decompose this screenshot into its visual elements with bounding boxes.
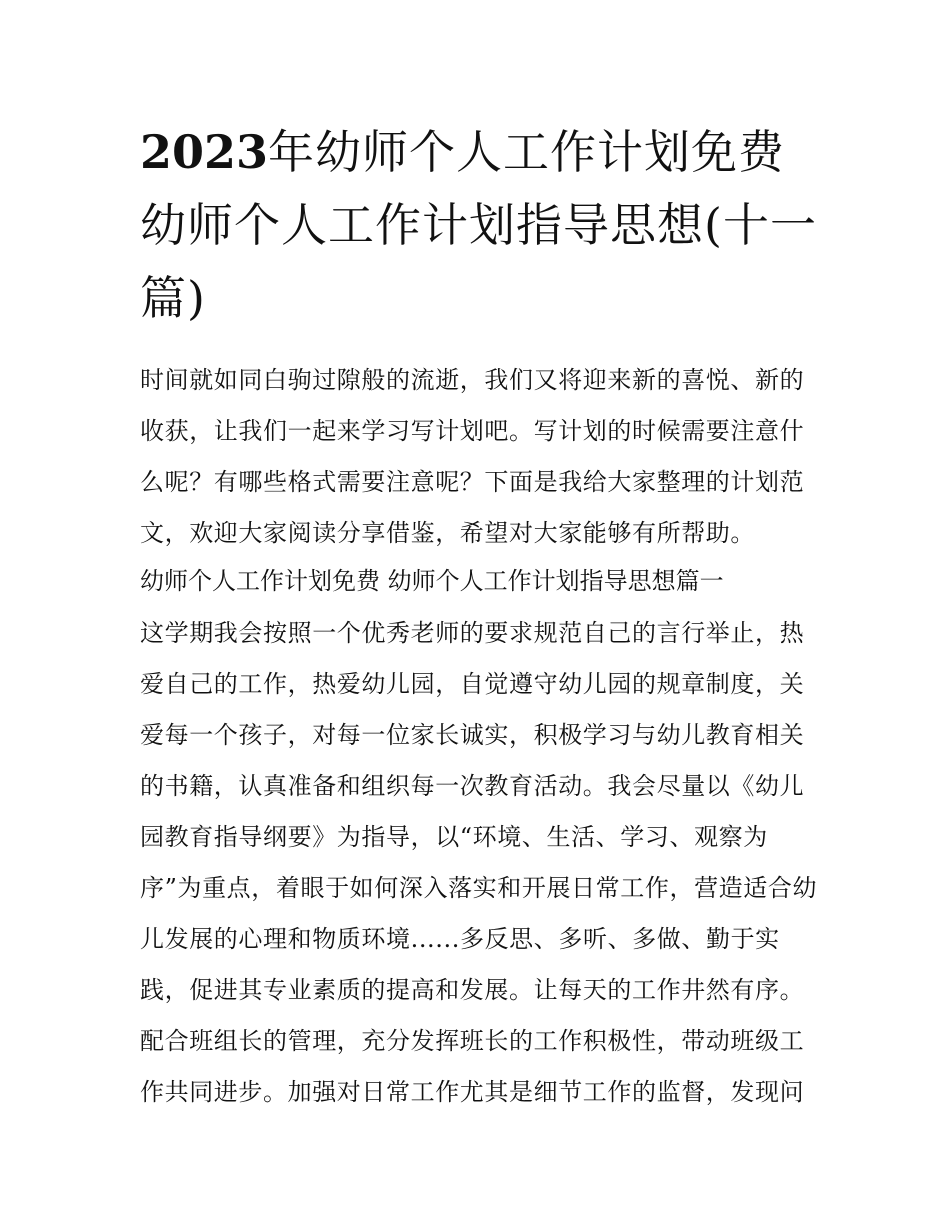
title-text: 年幼师个人工作计划免费幼师个人工作计划指导思想(十一篇) [140, 125, 817, 325]
section-paragraph: 这学期我会按照一个优秀老师的要求规范自己的言行举止，热爱自己的工作，热爱幼儿园，自觉遵守幼儿园的规章制度，关爱每一个孩子，对每一位家长诚实，积极学习与幼儿教育相关的书籍，认真准备和组织每一次教育活动。我会尽量以《幼儿园教育指导纲要》为指导，以“环境、生活、学习、观察为序”为重点，着眼于如何深入落实和开展日常工作，营造适合幼儿发展的心理和物质环境......多反思、多听、多做、勤于实践，促进其专业素质的提高和发展。让每天的工作井然有序。配合班组长的管理，充分发挥班长的工作积极性，带动班级工作共同进步。加强对日常工作尤其是细节工作的监督，发现问 [140, 619, 818, 1106]
document-title [140, 116, 820, 335]
intro-paragraph: 时间就如同白驹过隙般的流逝，我们又将迎来新的喜悦、新的收获，让我们一起来学习写计划吧。写计划的时候需要注意什么呢？有哪些格式需要注意呢？下面是我给大家整理的计划范文，欢迎大家阅读分享借鉴，希望对大家能够有所帮助。 [140, 366, 805, 547]
section-heading: 幼师个人工作计划免费 幼师个人工作计划指导思想篇一 [140, 567, 724, 595]
title-year: 2023 [140, 125, 269, 179]
